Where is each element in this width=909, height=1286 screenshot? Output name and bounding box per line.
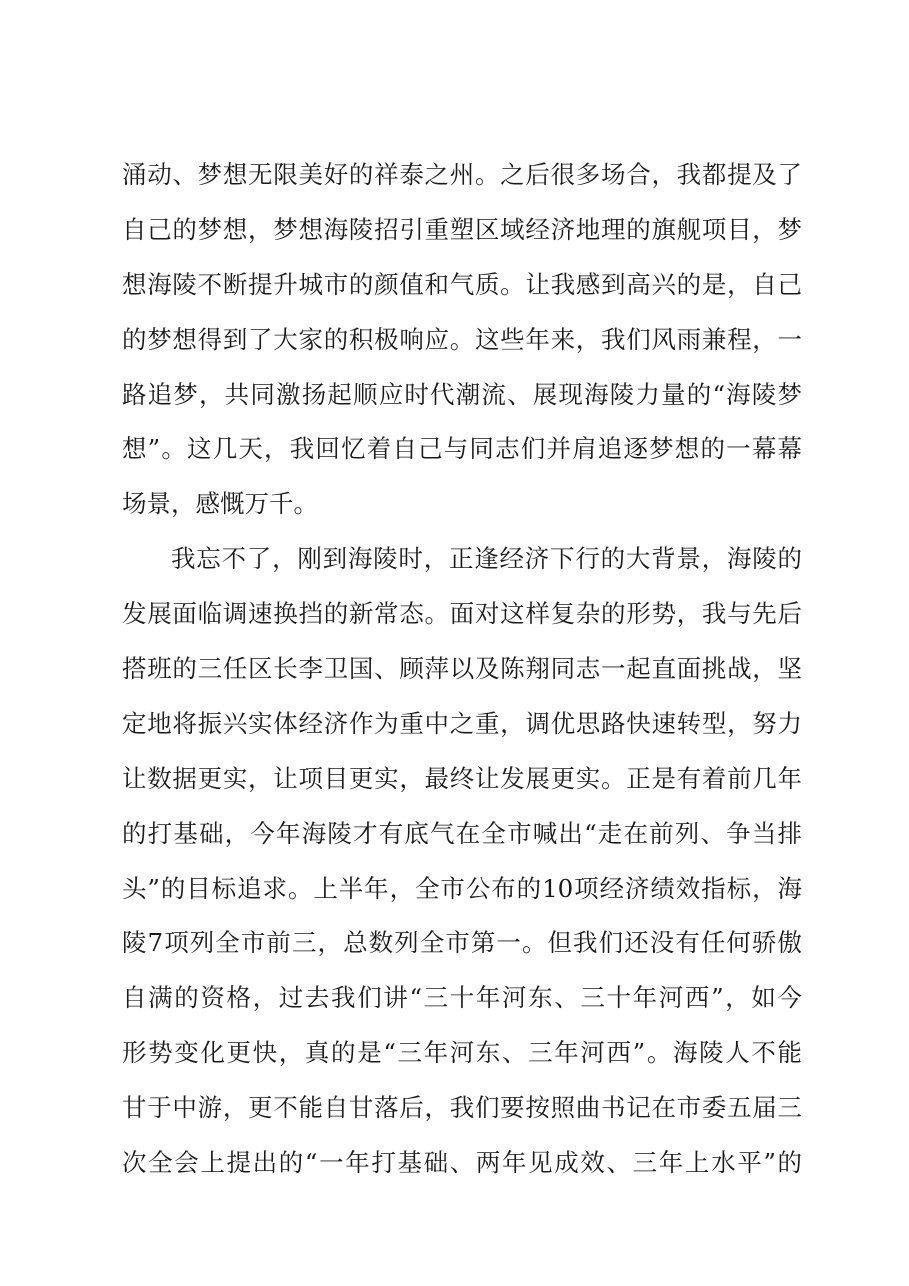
body-text: [122, 148, 802, 1191]
text-line: 发展面临调速换挡的新常态。面对这样复杂的形势，我与先后: [122, 599, 802, 629]
text-line: 涌动、梦想无限美好的祥泰之州。之后很多场合，我都提及了: [122, 160, 802, 189]
text-line: 头”的目标追求。上半年，全市公布的10项经济绩效指标，海: [122, 873, 802, 903]
text-line: 自满的资格，过去我们讲“三十年河东、三十年河西”，如今: [122, 983, 802, 1013]
text-line: 想海陵不断提升城市的颜值和气质。让我感到高兴的是，自己: [122, 269, 802, 299]
text-line: 定地将振兴实体经济作为重中之重，调优思路快速转型，努力: [122, 708, 802, 738]
text-line: 次全会上提出的“一年打基础、两年见成效、三年上水平”的: [122, 1148, 802, 1178]
text-line: 想”。这几天，我回忆着自己与同志们并肩追逐梦想的一幕幕: [122, 434, 802, 464]
text-line: 搭班的三任区长李卫国、顾萍以及陈翔同志一起直面挑战，坚: [122, 654, 802, 684]
text-line: 让数据更实，让项目更实，最终让发展更实。正是有着前几年: [122, 763, 802, 793]
paragraph-2: [122, 532, 802, 1191]
text-line: 场景，感慨万千。: [122, 489, 318, 519]
text-line: 形势变化更快，真的是“三年河东、三年河西”。海陵人不能: [122, 1038, 802, 1068]
text-line: 甘于中游，更不能自甘落后，我们要按照曲书记在市委五届三: [122, 1093, 802, 1123]
text-line: 路追梦，共同激扬起顺应时代潮流、展现海陵力量的“海陵梦: [122, 379, 802, 409]
text-line: 我忘不了，刚到海陵时，正逢经济下行的大背景，海陵的: [171, 544, 802, 574]
text-line: 的梦想得到了大家的积极响应。这些年来，我们风雨兼程，一: [122, 324, 802, 354]
paragraph-1: [122, 148, 802, 532]
text-line: 陵7项列全市前三，总数列全市第一。但我们还没有任何骄傲: [122, 928, 802, 958]
text-line: 自己的梦想，梦想海陵招引重塑区域经济地理的旗舰项目，梦: [122, 214, 802, 244]
text-line: 的打基础，今年海陵才有底气在全市喊出“走在前列、争当排: [122, 818, 802, 848]
